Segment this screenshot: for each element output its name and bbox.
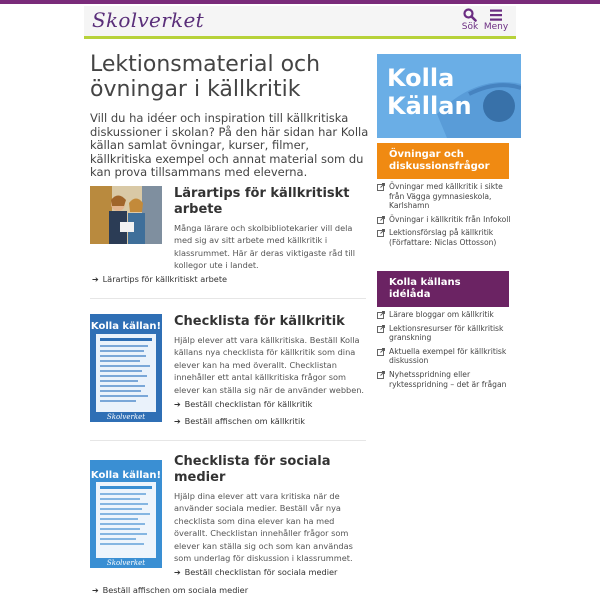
- aside-link-label: Lektionsresurser för källkritisk granskning: [389, 323, 504, 343]
- aside-link-label: Övningar med källkritik i sikte från Vägga gymnasieskola, Karlshamn: [389, 182, 503, 211]
- external-link-icon: [377, 325, 385, 333]
- external-link-icon: [377, 348, 385, 356]
- search-icon: [463, 8, 477, 22]
- arrow-right-icon: ➔: [92, 275, 99, 284]
- aside-link-label: Aktuella exempel för källkritisk diskussion: [389, 346, 507, 366]
- link-label: Beställ checklistan för sociala medier: [184, 567, 338, 577]
- arrow-right-icon: ➔: [92, 586, 99, 595]
- arrow-right-icon: ➔: [174, 417, 181, 426]
- aside-link-2[interactable]: [377, 215, 517, 225]
- cover-title: Kolla källan!: [90, 321, 162, 332]
- menu-button[interactable]: [483, 8, 509, 32]
- external-link-icon: [377, 311, 385, 319]
- box-idelada-heading: Kolla källans idélåda: [377, 271, 509, 307]
- aside-link-label: Lärare bloggar om källkritik: [389, 310, 494, 319]
- aside-link-5[interactable]: [377, 324, 517, 343]
- aside-link-7[interactable]: [377, 370, 517, 389]
- link-label: Lärartips för källkritiskt arbete: [102, 274, 228, 284]
- cover-logo: Skolverket: [106, 559, 146, 567]
- link-larartips[interactable]: [92, 274, 227, 284]
- search-label: Sök: [461, 22, 479, 32]
- arrow-right-icon: ➔: [174, 400, 181, 409]
- cover-logo: Skolverket: [106, 413, 146, 421]
- menu-label: Meny: [483, 22, 509, 32]
- cover-title: Kolla källan!: [90, 470, 162, 481]
- article-title[interactable]: Lärartips för källkritiskt arbete: [174, 186, 350, 217]
- divider: [90, 298, 366, 299]
- link-bestall-checklista-sociala[interactable]: [174, 567, 337, 577]
- article-title[interactable]: Checklista för sociala medier: [174, 454, 331, 485]
- external-link-icon: [377, 183, 385, 191]
- social-checklist-cover: [90, 460, 162, 572]
- external-link-icon: [377, 216, 385, 224]
- article-description: Hjälp dina elever att vara kritiska när de använder sociala medier. Beställ vår nya checklista som dina elever kan ha med överallt. Checklistan innehåller frågor som elever kan ställa sig och som kan användas som underlag för diskussion i klassrummet.: [174, 491, 353, 564]
- article-text: [174, 314, 370, 396]
- page-title: Lektionsmaterial och övningar i källkritik: [90, 52, 321, 102]
- link-bestall-checklista[interactable]: [174, 399, 312, 409]
- checklist-cover: [90, 314, 162, 426]
- aside-link-label: Övningar i källkritik från Infokoll: [389, 214, 511, 224]
- header-accent-line: [84, 36, 516, 39]
- banner-line1: Kolla: [387, 64, 455, 92]
- hamburger-icon: [489, 8, 503, 22]
- skolverket-logo[interactable]: Skolverket: [92, 8, 204, 32]
- aside-link-3[interactable]: [377, 228, 517, 247]
- article-description: Många lärare och skolbibliotekarier vill dela med sig av sitt arbete med källkritik i klassrummet. Här är deras viktigaste råd till kollegor ute i landet.: [174, 223, 356, 271]
- box-ovningar-list: [377, 182, 517, 252]
- banner-text: [387, 64, 472, 120]
- arrow-right-icon: ➔: [174, 568, 181, 577]
- external-link-icon: [377, 371, 385, 379]
- article-text: [174, 454, 370, 564]
- link-label: Beställ affischen om sociala medier: [102, 585, 249, 595]
- main-content: [90, 52, 370, 180]
- external-link-icon: [377, 229, 385, 237]
- teachers-photo: [90, 186, 162, 248]
- aside-link-4[interactable]: [377, 310, 517, 320]
- article-checklista-sociala-medier: [90, 454, 370, 567]
- link-bestall-affisch[interactable]: [174, 416, 305, 426]
- box-ovningar-heading: Övningar och diskussionsfrågor: [377, 143, 509, 179]
- article-larartips: [90, 186, 370, 286]
- divider: [90, 440, 366, 441]
- link-label: Beställ checklistan för källkritik: [184, 399, 313, 409]
- article-title[interactable]: Checklista för källkritik: [174, 314, 345, 329]
- article-text: [174, 186, 370, 272]
- aside-link-label: Nyhetsspridning eller ryktesspridning – det är frågan: [389, 369, 507, 389]
- box-idelada-list: [377, 310, 517, 393]
- search-button[interactable]: [458, 8, 482, 32]
- kolla-kallan-banner[interactable]: [377, 54, 521, 138]
- aside-link-label: Lektionsförslag på källkritik (Författare: Niclas Ottosson): [389, 228, 497, 247]
- top-stripe: [0, 0, 600, 4]
- link-bestall-affisch-sociala[interactable]: [92, 585, 248, 595]
- aside-link-6[interactable]: [377, 347, 517, 366]
- banner-line2: Källan: [387, 92, 472, 120]
- aside-link-1[interactable]: [377, 182, 517, 211]
- article-description: Hjälp elever att vara källkritiska. Beställ Kolla källans nya checklista för källkritik som dina elever kan ha med överallt. Checklistan innehåller ett antal källkritiska frågor som elever kan ställa sig när de använder webben.: [174, 335, 365, 395]
- intro-text: Vill du ha idéer och inspiration till källkritiska diskussioner i skolan? På den här sidan har Kolla källan samlat övningar, kurser, filmer, källkritiska exempel och annat material som du kan prova tillsammans med eleverna.: [90, 111, 369, 179]
- link-label: Beställ affischen om källkritik: [184, 416, 305, 426]
